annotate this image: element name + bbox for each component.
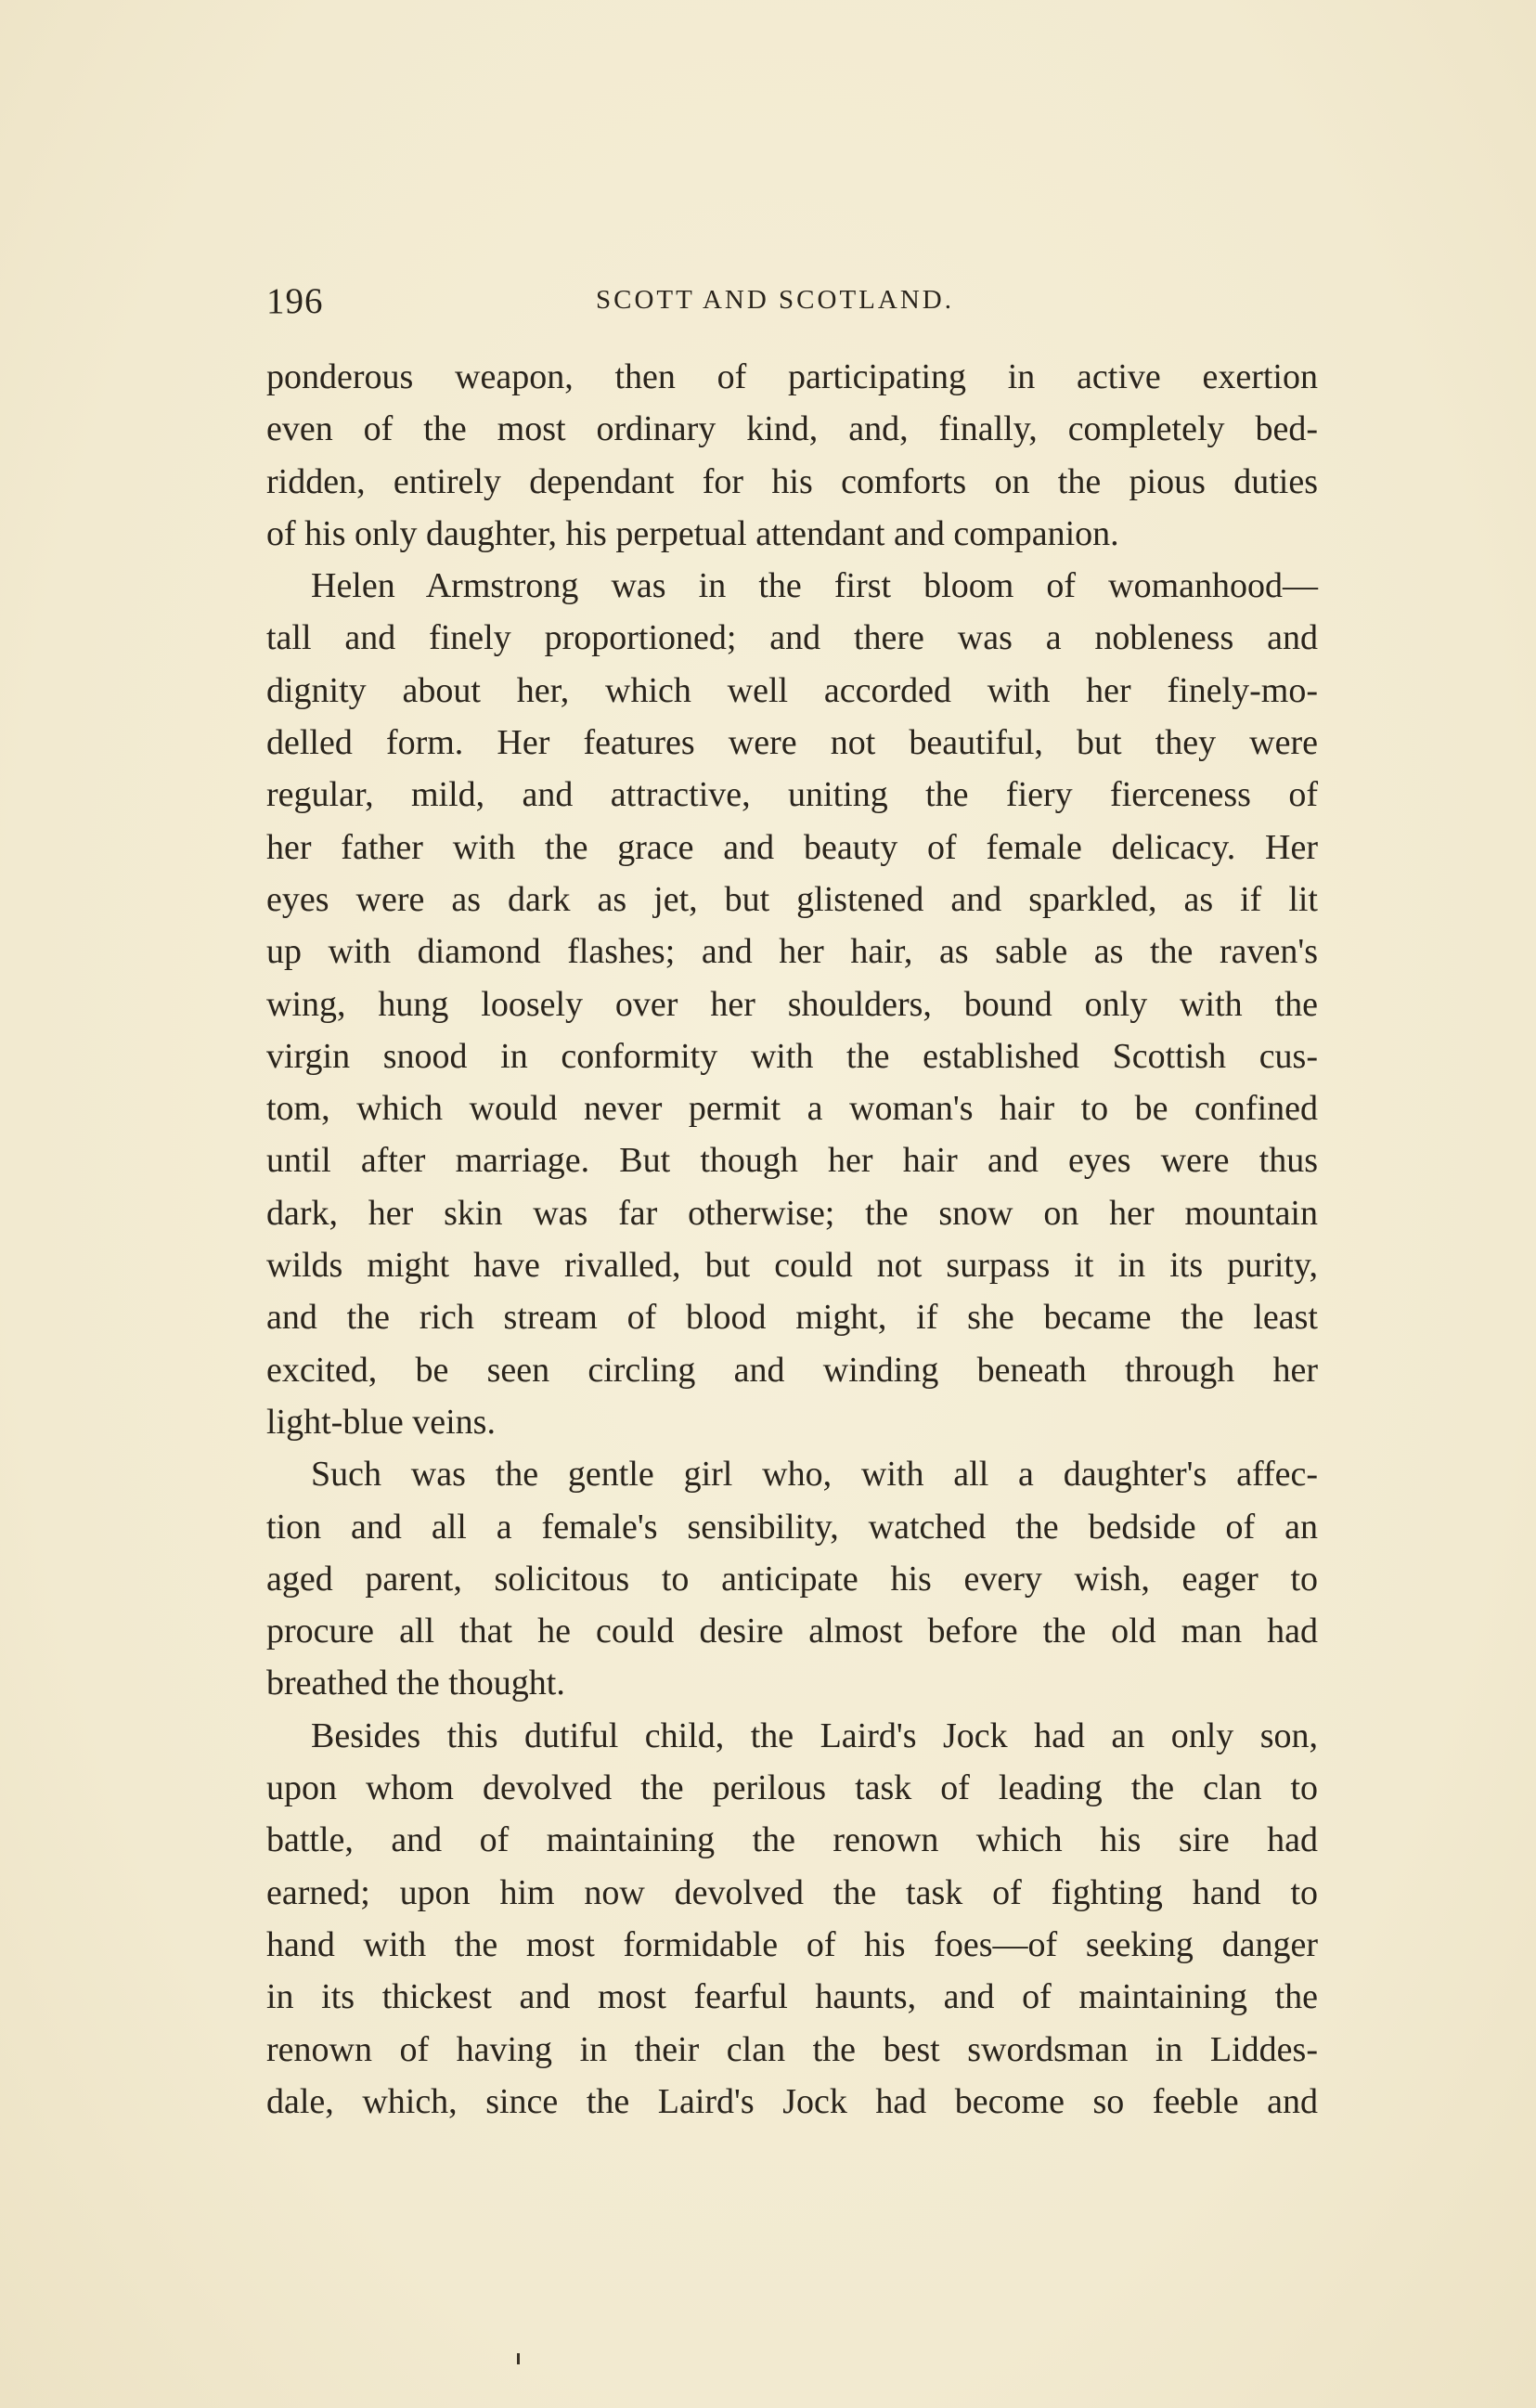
text-line: excited, be seen circling and winding beneath through her xyxy=(266,1350,1318,1390)
text-line: battle, and of maintaining the renown which his sire had xyxy=(266,1820,1318,1860)
text-line: even of the most ordinary kind, and, finally, completely bed- xyxy=(266,409,1318,449)
text-line: upon whom devolved the perilous task of leading the clan to xyxy=(266,1768,1318,1808)
text-line: Helen Armstrong was in the first bloom of womanhood— xyxy=(311,566,1318,606)
text-line: of his only daughter, his perpetual attendant and companion. xyxy=(266,513,1119,553)
text-line: aged parent, solicitous to anticipate his every wish, eager to xyxy=(266,1559,1318,1599)
text-line: Such was the gentle girl who, with all a daughter's affec- xyxy=(311,1455,1318,1495)
body-text xyxy=(266,351,1318,2128)
text-line: ridden, entirely dependant for his comforts on the pious duties xyxy=(266,461,1318,501)
text-line: up with diamond flashes; and her hair, as sable as the raven's xyxy=(266,932,1318,972)
text-line: dale, which, since the Laird's Jock had become so feeble and xyxy=(266,2081,1318,2121)
text-line: her father with the grace and beauty of female delicacy. Her xyxy=(266,827,1318,867)
text-line: until after marriage. But though her hair and eyes were thus xyxy=(266,1141,1318,1181)
text-line: dignity about her, which well accorded with her finely-mo- xyxy=(266,670,1318,710)
text-line: wilds might have rivalled, but could not surpass it in its purity, xyxy=(266,1246,1318,1286)
text-line: light-blue veins. xyxy=(266,1402,496,1442)
ink-speck xyxy=(517,2353,520,2364)
text-line: Besides this dutiful child, the Laird's Jock had an only son, xyxy=(311,1715,1318,1755)
text-line: ponderous weapon, then of participating in active exertion xyxy=(266,357,1318,396)
text-line: virgin snood in conformity with the established Scottish cus- xyxy=(266,1036,1318,1076)
running-title: SCOTT AND SCOTLAND. xyxy=(596,285,954,315)
running-head xyxy=(266,280,981,327)
text-line: tom, which would never permit a woman's hair to be confined xyxy=(266,1089,1318,1129)
text-line: wing, hung loosely over her shoulders, bound only with the xyxy=(266,984,1318,1024)
text-line: tion and all a female's sensibility, watched the bedside of an xyxy=(266,1507,1318,1547)
text-line: dark, her skin was far otherwise; the snow on her mountain xyxy=(266,1193,1318,1233)
text-line: hand with the most formidable of his foes—of seeking danger xyxy=(266,1924,1318,1964)
text-line: eyes were as dark as jet, but glistened and sparkled, as if lit xyxy=(266,879,1318,919)
text-line: breathed the thought. xyxy=(266,1664,565,1703)
page-number: 196 xyxy=(266,281,324,321)
text-line: regular, mild, and attractive, uniting the fiery fierceness of xyxy=(266,775,1318,815)
text-line: and the rich stream of blood might, if she became the least xyxy=(266,1298,1318,1338)
text-line: tall and finely proportioned; and there was a nobleness and xyxy=(266,618,1318,658)
text-line: renown of having in their clan the best swordsman in Liddes- xyxy=(266,2029,1318,2069)
text-line: in its thickest and most fearful haunts, and of maintaining the xyxy=(266,1977,1318,2017)
text-line: earned; upon him now devolved the task of fighting hand to xyxy=(266,1872,1318,1912)
text-line: delled form. Her features were not beautiful, but they were xyxy=(266,723,1318,763)
text-line: procure all that he could desire almost before the old man had xyxy=(266,1612,1318,1651)
